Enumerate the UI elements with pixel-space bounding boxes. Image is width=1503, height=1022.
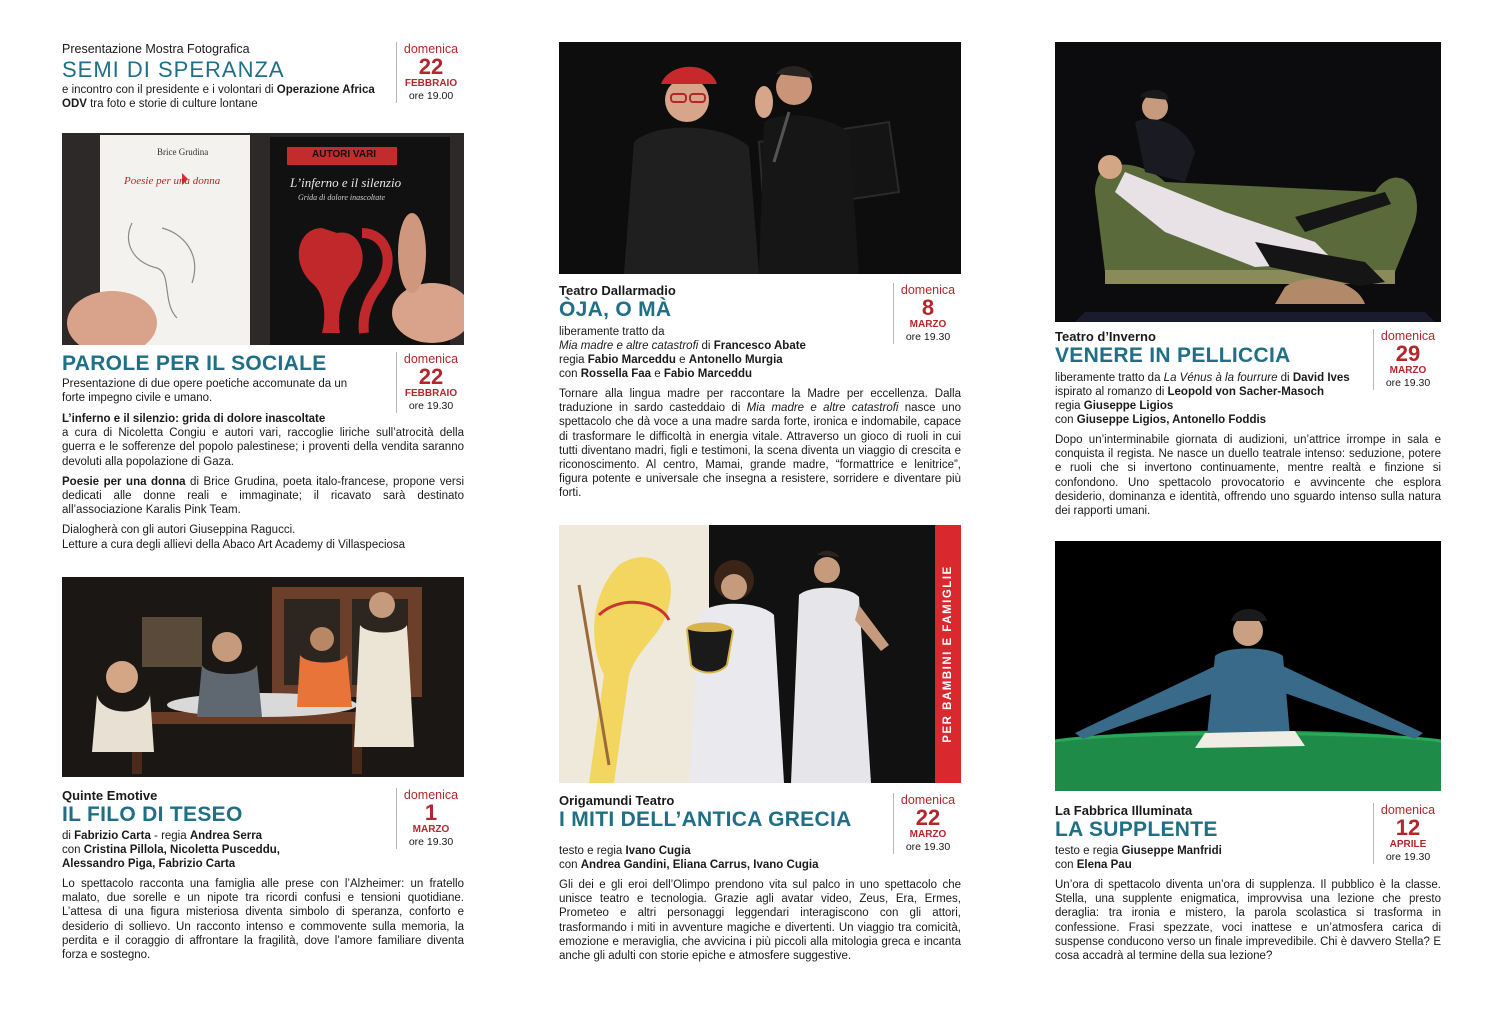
date-time: ore 19.30 xyxy=(905,841,951,853)
date-day: 22 xyxy=(418,364,444,389)
date-box xyxy=(1373,803,1442,864)
desc-text: e incontro con il presidente e i volontari di xyxy=(62,84,277,96)
cover-right-subtitle: Grida di dolore inascoltate xyxy=(298,193,386,202)
date-weekday: domenica xyxy=(1380,803,1436,817)
event-title: I MITI DELL’ANTICA GRECIA xyxy=(559,808,852,831)
c-director: Andrea Serra xyxy=(189,830,263,842)
c-cast: Giuseppe Ligios, Antonello Foddis xyxy=(1076,414,1267,426)
c-cast: Alessandro Piga, Fabrizio Carta xyxy=(62,858,236,870)
date-time: ore 19.00 xyxy=(408,90,454,102)
c-work: Mia madre e altre catastrofi xyxy=(559,340,699,352)
event-title: PAROLE PER IL SOCIALE xyxy=(62,352,327,375)
date-time: ore 19.30 xyxy=(905,331,951,343)
date-box xyxy=(893,283,962,344)
credits-line-2 xyxy=(559,858,961,872)
cover-left-author: Brice Grudina xyxy=(157,147,209,157)
miti-antica-grecia-photo xyxy=(559,525,935,783)
date-month: MARZO xyxy=(1389,365,1427,376)
date-day: 12 xyxy=(1395,815,1421,840)
c-director: Antonello Murgia xyxy=(688,354,783,366)
c-text: e xyxy=(651,368,664,380)
event-title: VENERE IN PELLICCIA xyxy=(1055,344,1291,367)
event-title: IL FILO DI TESEO xyxy=(62,803,243,826)
event-description xyxy=(62,83,382,111)
book2-text: di Brice Grudina, poeta italo-francese, propone versi dedicati alle donne reali e immaginate; il ricavato sarà destinato all’associazione Karalis Pink Team. xyxy=(62,475,464,517)
date-box xyxy=(893,793,962,854)
closing-section xyxy=(62,523,464,551)
event-company: Quinte Emotive xyxy=(62,788,158,803)
date-month: MARZO xyxy=(909,319,947,330)
body-text: Tornare alla lingua madre per raccontare la Madre per eccellenza. Dalla traduzione in sardo casteddaio di xyxy=(559,388,961,415)
filo-di-teseo-photo xyxy=(62,577,464,777)
date-weekday: domenica xyxy=(900,283,956,297)
date-box xyxy=(396,788,465,849)
desc-org: Operazione Africa ODV xyxy=(62,84,375,110)
event-miti-antica-grecia xyxy=(559,793,961,973)
date-weekday: domenica xyxy=(900,793,956,807)
c-text: regia xyxy=(559,354,588,366)
event-oja-o-ma xyxy=(559,283,961,513)
venere-in-pelliccia-photo xyxy=(1055,42,1441,322)
book1-section xyxy=(62,412,464,469)
credits-line-3 xyxy=(1055,399,1441,413)
c-text: regia xyxy=(1055,400,1084,412)
credits-line-4 xyxy=(559,367,961,381)
date-time: ore 19.30 xyxy=(1385,851,1431,863)
date-day: 1 xyxy=(424,800,438,825)
c-author: Francesco Abate xyxy=(713,340,806,352)
credits-line-3 xyxy=(559,353,961,367)
c-text: e xyxy=(675,354,689,366)
body-text: nasce uno spettacolo che dà voce a una madre sarda forte, ironica e indomabile, capace di trasformare le difficoltà in energia vitale. Attraverso un gioco di ruoli in cui tutti diventano madri, figli e testimoni, la scena diventa un viaggio di crescita e riconoscimento. Al centro, Mamai, grande madre, “formattrice e lenitrice”, figura potente e universale che insegna a resistere, sorridere e diventare più forti. xyxy=(559,402,961,500)
oja-o-ma-photo xyxy=(559,42,961,274)
credits-line-3 xyxy=(62,857,464,871)
book1-title: L’inferno e il silenzio: grida di dolore inascoltate xyxy=(62,413,326,425)
c-author: Leopold von Sacher-Masoch xyxy=(1167,386,1325,398)
event-body: Un’ora di spettacolo diventa un’ora di supplenza. Il pubblico è la classe. Stella, una supplente enigmatica, improvvisa una lezione che presto deraglia: tra ironia e mistero, la parola scolastica si trasforma in confessione. Frasi spezzate, voci inattese e un’atmosfera carica di suspense conducono verso un finale imprevedibile. Chi è davvero Stella? E cosa accadrà al termine della sua lezione? xyxy=(1055,879,1441,963)
c-text: con xyxy=(62,844,84,856)
date-month: FEBBRAIO xyxy=(404,78,458,89)
c-text: testo e regia xyxy=(1055,845,1122,857)
c-cast: Rossella Faa xyxy=(580,368,652,380)
c-cast: Andrea Gandini, Eliana Carrus, Ivano Cugia xyxy=(580,859,819,871)
c-text: con xyxy=(1055,414,1077,426)
event-title: LA SUPPLENTE xyxy=(1055,818,1218,841)
book1-text: a cura di Nicoletta Congiu e autori vari, raccoglie liriche sull’atrocità della guerra e le sofferenze del popolo palestinese; i proventi della vendita saranno devoluti alla popolazione di Gaza. xyxy=(62,427,464,468)
closing-line-2: Letture a cura degli allievi della Abaco Art Academy di Villaspeciosa xyxy=(62,538,406,551)
c-cast: Fabio Marceddu xyxy=(663,368,753,380)
c-text: - regia xyxy=(150,830,190,842)
c-director: Giuseppe Ligios xyxy=(1083,400,1174,412)
c-author: Fabrizio Carta xyxy=(74,830,151,842)
event-company: Teatro d’Inverno xyxy=(1055,329,1156,344)
c-text: con xyxy=(559,859,581,871)
event-parole-per-il-sociale xyxy=(62,352,464,562)
c-text: di xyxy=(62,830,75,842)
event-semi-di-speranza xyxy=(62,42,464,112)
c-work: La Vénus à la fourrure xyxy=(1163,372,1278,384)
date-day: 29 xyxy=(1395,341,1421,366)
c-director: Giuseppe Manfridi xyxy=(1121,845,1222,857)
cover-left-title: Poesie per una donna xyxy=(124,175,221,187)
c-text: liberamente tratto da xyxy=(1055,372,1164,384)
c-text: di xyxy=(1277,372,1293,384)
event-title: ÒJA, O MÀ xyxy=(559,298,672,321)
date-month: MARZO xyxy=(412,824,450,835)
date-month: MARZO xyxy=(909,829,947,840)
date-month: APRILE xyxy=(1389,839,1427,850)
event-company: La Fabbrica Illuminata xyxy=(1055,803,1193,818)
date-box xyxy=(396,42,465,103)
la-supplente-photo xyxy=(1055,541,1441,791)
event-company: Origamundi Teatro xyxy=(559,793,675,808)
c-cast: Cristina Pillola, Nicoletta Pusceddu, xyxy=(83,844,280,856)
c-text: di xyxy=(698,340,714,352)
date-box xyxy=(396,352,465,413)
date-day: 22 xyxy=(915,805,941,830)
c-text: ispirato al romanzo di xyxy=(1055,386,1168,398)
credits-line-4 xyxy=(1055,413,1441,427)
audience-strip xyxy=(935,525,961,783)
date-weekday: domenica xyxy=(403,42,459,56)
date-weekday: domenica xyxy=(1380,329,1436,343)
c-text: con xyxy=(1055,859,1077,871)
cover-right-header: AUTORI VARI xyxy=(312,149,377,160)
event-company: Teatro Dallarmadio xyxy=(559,283,676,298)
c-text: testo e regia xyxy=(559,845,626,857)
event-title: SEMI DI SPERANZA xyxy=(62,57,285,82)
date-day: 8 xyxy=(921,295,935,320)
date-time: ore 19.30 xyxy=(1385,377,1431,389)
credits-line-1: liberamente tratto da xyxy=(559,326,665,338)
event-la-supplente xyxy=(1055,803,1441,983)
cover-right-title: L’inferno e il silenzio xyxy=(290,175,402,190)
event-il-filo-di-teseo xyxy=(62,788,464,978)
event-subtitle: Presentazione Mostra Fotografica xyxy=(62,42,250,56)
event-venere-in-pelliccia xyxy=(1055,329,1441,529)
date-weekday: domenica xyxy=(403,788,459,802)
book2-title: Poesie per una donna xyxy=(62,475,186,488)
closing-line-1: Dialogherà con gli autori Giuseppina Ragucci. xyxy=(62,524,296,537)
c-director: Fabio Marceddu xyxy=(587,354,676,366)
date-time: ore 19.30 xyxy=(408,400,454,412)
books-photo xyxy=(62,133,464,345)
body-work: Mia madre e altre catastrofi xyxy=(746,402,899,415)
date-day: 22 xyxy=(418,54,444,79)
event-body: Dopo un’interminabile giornata di audizioni, un’attrice irrompe in sala e conquista il regista. Ne nasce un duello teatrale intenso: seduzione, potere e ruoli che si invertono continuamente, mentre realtà e finzione si confondono. Uno spettacolo provocatorio e avvincente che esplora desiderio, dominanza e identità, offrendo uno sguardo intenso sulla natura dei rapporti umani. xyxy=(1055,434,1441,518)
event-body xyxy=(559,387,961,501)
c-text: con xyxy=(559,368,581,380)
desc-text-end: tra foto e storie di culture lontane xyxy=(86,98,258,110)
event-body: Lo spettacolo racconta una famiglia alle prese con l’Alzheimer: un fratello malato, due sorelle e un nipote tra ricordi confusi e tensioni quotidiane. L’attesa di una figura misteriosa diventa simbolo di speranza, conforto e desiderio di sollievo. Un racconto intenso e commovente sulla memoria, la perdita e il coraggio di affrontare la fragilità, dove l’amore familiare diventa forza e sostegno. xyxy=(62,878,464,962)
date-time: ore 19.30 xyxy=(408,836,454,848)
event-intro: Presentazione di due opere poetiche accomunate da un forte impegno civile e umano. xyxy=(62,378,348,404)
book2-section xyxy=(62,475,464,518)
c-cast: Elena Pau xyxy=(1076,859,1132,871)
date-weekday: domenica xyxy=(403,352,459,366)
date-box xyxy=(1373,329,1442,390)
event-body: Gli dei e gli eroi dell’Olimpo prendono vita sul palco in uno spettacolo che unisce teatro e tecnologia. Grazie agli avatar video, Zeus, Era, Ermes, Prometeo e altri personaggi leggendari interagiscono con gli attori, trasformando i miti in avventure magiche e divertenti. Un viaggio tra comicità, emozione e meraviglia, che avvicina i più piccoli alla mitologia greca e incanta anche gli adulti con storie epiche e atmosfere suggestive. xyxy=(559,879,961,963)
audience-strip-label: PER BAMBINI E FAMIGLIE xyxy=(942,565,954,743)
date-month: FEBBRAIO xyxy=(404,388,458,399)
c-author: David Ives xyxy=(1292,372,1350,384)
c-director: Ivano Cugia xyxy=(625,845,691,857)
